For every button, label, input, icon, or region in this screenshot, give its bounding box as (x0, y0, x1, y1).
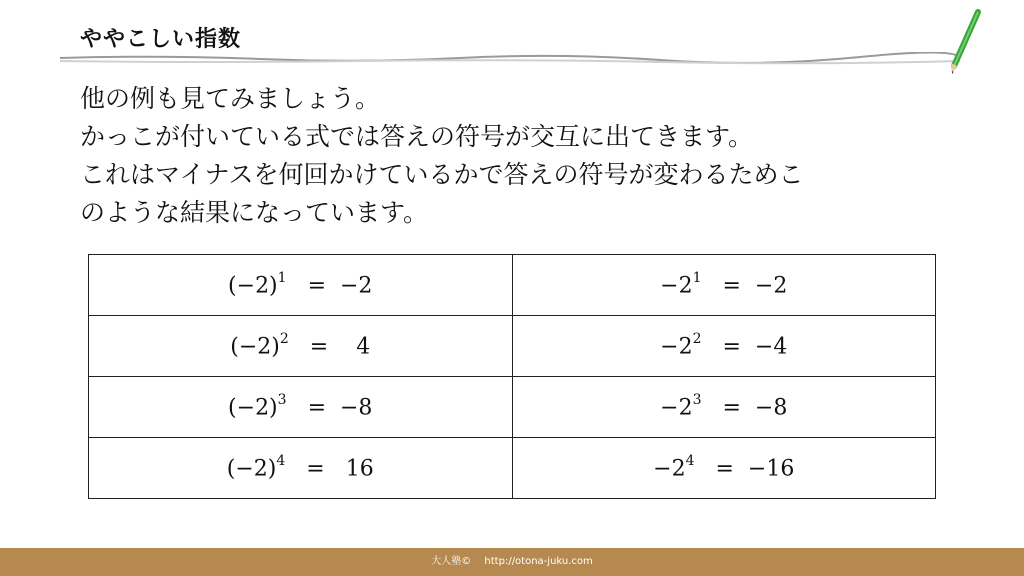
unparenthesized-formula-cell (512, 438, 936, 499)
exponent-comparison-table (88, 254, 936, 499)
explanation-line: これはマイナスを何回かけているかで答えの符号が変わるためこ (80, 160, 804, 189)
explanation-line: 他の例も見てみましょう。 (80, 84, 381, 113)
table-row (89, 438, 936, 499)
formula-base: (−2) (226, 456, 277, 482)
formula-exponent: 1 (692, 269, 702, 286)
formula-exponent: 2 (692, 330, 702, 347)
formula-result: 4 (356, 334, 371, 360)
unparenthesized-formula-cell (512, 316, 936, 377)
formula-exponent: 4 (276, 452, 286, 469)
formula-base: −2 (653, 456, 686, 482)
formula-base: −2 (660, 395, 693, 421)
footer-url[interactable]: http://otona-juku.com (484, 556, 593, 567)
table-row (89, 316, 936, 377)
formula-result: −8 (340, 395, 373, 421)
formula-base: −2 (660, 334, 693, 360)
equals-sign: = (722, 273, 741, 299)
equals-sign: = (722, 334, 741, 360)
formula-result: −16 (747, 456, 795, 482)
table-row (89, 377, 936, 438)
explanation-line: かっこが付いている式では答えの符号が交互に出てきます。 (80, 122, 754, 151)
formula-base: (−2) (228, 395, 278, 421)
explanation-text (80, 80, 980, 232)
formula-result: −4 (754, 334, 788, 360)
slide-title: ややこしい指数 (80, 27, 242, 52)
parenthesized-formula-cell (89, 316, 513, 377)
formula-exponent: 4 (685, 452, 695, 469)
formula-result: −8 (754, 395, 788, 421)
formula-base: −2 (660, 273, 693, 299)
table-row (89, 255, 936, 316)
formula-base: (−2) (230, 334, 280, 360)
unparenthesized-formula-cell (512, 255, 936, 316)
equals-sign: = (307, 273, 326, 299)
equals-sign: = (309, 334, 329, 360)
footer-brand: 大人塾© (431, 556, 472, 567)
equals-sign: = (307, 395, 326, 421)
unparenthesized-formula-cell (512, 377, 936, 438)
parenthesized-formula-cell (89, 377, 513, 438)
equals-sign: = (306, 456, 325, 482)
formula-result: 16 (345, 456, 374, 482)
pencil-icon (940, 6, 990, 76)
parenthesized-formula-cell (89, 438, 513, 499)
equals-sign: = (715, 456, 734, 482)
explanation-line: のような結果になっています。 (80, 198, 429, 227)
formula-exponent: 1 (277, 269, 287, 286)
formula-base: (−2) (228, 273, 278, 299)
equals-sign: = (722, 395, 741, 421)
footer-bar (0, 548, 1024, 576)
formula-exponent: 3 (692, 391, 702, 408)
formula-exponent: 3 (277, 391, 287, 408)
parenthesized-formula-cell (89, 255, 513, 316)
formula-result: −2 (340, 273, 373, 299)
formula-exponent: 2 (279, 330, 289, 347)
torn-paper-underline (60, 52, 960, 66)
formula-result: −2 (754, 273, 788, 299)
